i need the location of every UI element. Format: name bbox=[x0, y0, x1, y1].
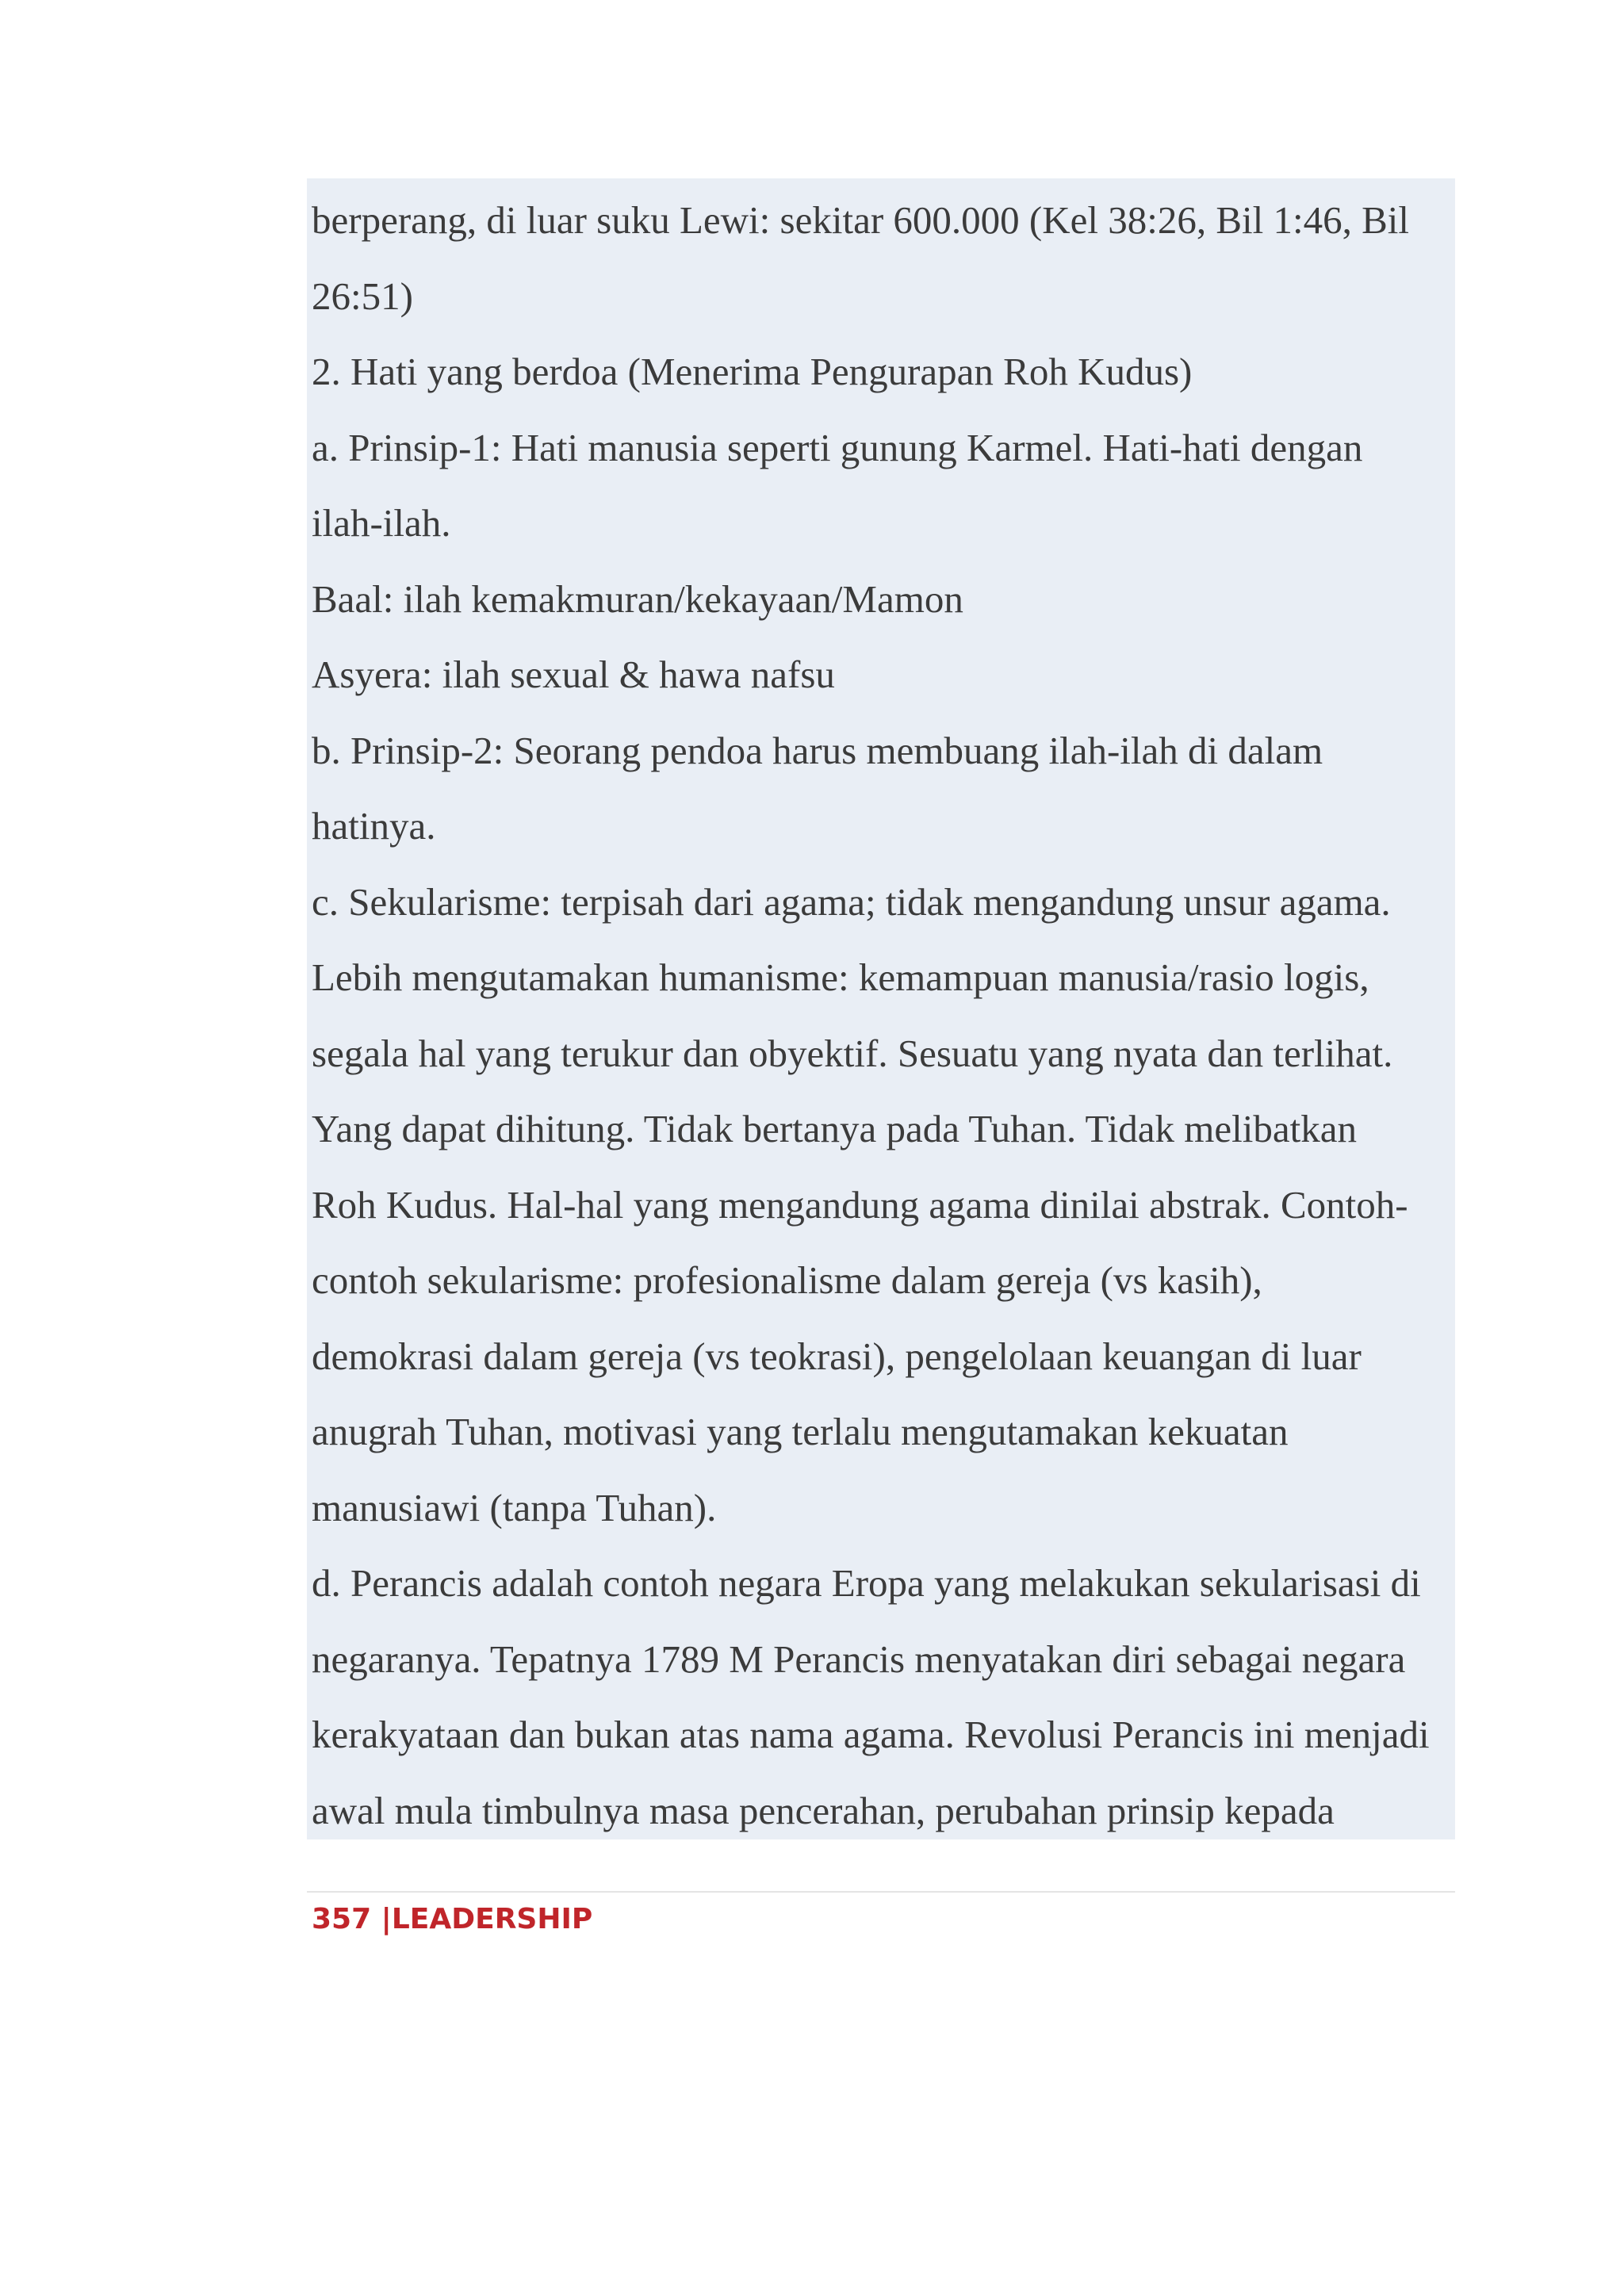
footer-divider bbox=[307, 1891, 1455, 1893]
text-line: Lebih mengutamakan humanisme: kemampuan manusia/rasio logis, bbox=[312, 955, 1369, 999]
text-line: contoh sekularisme: profesionalisme dalam gereja (vs kasih), bbox=[312, 1258, 1262, 1302]
text-line: segala hal yang terukur dan obyektif. Sesuatu yang nyata dan terlihat. bbox=[312, 1031, 1393, 1075]
text-line: Baal: ilah kemakmuran/kekayaan/Mamon bbox=[312, 576, 963, 621]
text-line: negaranya. Tepatnya 1789 M Perancis menyatakan diri sebagai negara bbox=[312, 1636, 1406, 1681]
text-line: Yang dapat dihitung. Tidak bertanya pada Tuhan. Tidak melibatkan bbox=[312, 1107, 1357, 1150]
text-line: Roh Kudus. Hal-hal yang mengandung agama dinilai abstrak. Contoh- bbox=[312, 1182, 1408, 1227]
text-line: d. Perancis adalah contoh negara Eropa yang melakukan sekularisasi di bbox=[312, 1561, 1421, 1605]
text-line: a. Prinsip-1: Hati manusia seperti gunung Karmel. Hati-hati dengan bbox=[312, 425, 1363, 469]
text-line: c. Sekularisme: terpisah dari agama; tidak mengandung unsur agama. bbox=[312, 879, 1391, 924]
text-line: 26:51) bbox=[312, 274, 413, 318]
text-line: manusiawi (tanpa Tuhan). bbox=[312, 1485, 717, 1529]
text-line: demokrasi dalam gereja (vs teokrasi), pengelolaan keuangan di luar bbox=[312, 1334, 1362, 1378]
text-line: berperang, di luar suku Lewi: sekitar 600.000 (Kel 38:26, Bil 1:46, Bil bbox=[312, 198, 1410, 242]
text-line: b. Prinsip-2: Seorang pendoa harus membuang ilah-ilah di dalam bbox=[312, 728, 1323, 772]
text-line: anugrah Tuhan, motivasi yang terlalu mengutamakan kekuatan bbox=[312, 1410, 1289, 1453]
highlighted-text-block bbox=[307, 178, 1455, 1839]
text-line: kerakyataan dan bukan atas nama agama. Revolusi Perancis ini menjadi bbox=[312, 1713, 1430, 1756]
text-line: Asyera: ilah sexual & hawa nafsu bbox=[312, 653, 835, 696]
text-line: hatinya. bbox=[312, 804, 436, 848]
text-line: ilah-ilah. bbox=[312, 501, 451, 545]
text-line: awal mula timbulnya masa pencerahan, perubahan prinsip kepada bbox=[312, 1788, 1335, 1832]
page-footer: 357 |LEADERSHIP bbox=[312, 1903, 593, 1935]
text-line: 2. Hati yang berdoa (Menerima Pengurapan Roh Kudus) bbox=[312, 350, 1193, 393]
